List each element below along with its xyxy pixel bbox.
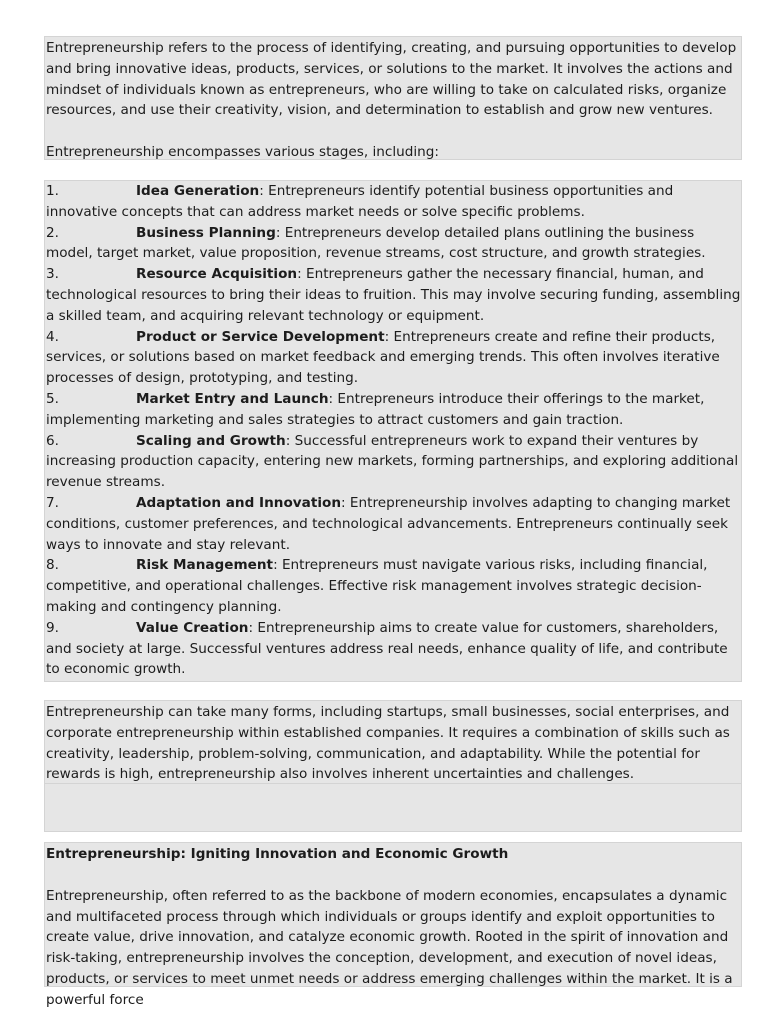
summary-paragraph: Entrepreneurship can take many forms, including startups, small businesses, social enterprises, and corporate entrepreneurship within established companies. It requires a combination of skills such as creativity, leadership, problem-solving, communication, and adaptability. While the potential for rewards is high, entrepreneurship also involves inherent uncertainties and challenges. [46,704,730,783]
stage-description: : Entrepreneurs gather the necessary financial, human, and technological resources to bring their ideas to fruition. This may involve securing funding, assembling a skilled team, and acquiring relevant technology or equipment. [46,266,741,324]
stage-item [46,389,741,431]
stage-number: 1. [46,183,59,199]
stage-number: 4. [46,328,59,345]
stages-list [44,180,742,682]
stage-number: 6. [46,432,59,449]
stage-description: : Entrepreneurs create and refine their products, services, or solutions based on market feedback and emerging trends. This often involves iterative processes of design, prototyping, and testing. [46,328,720,387]
stage-description: : Entrepreneurs must navigate various risks, including financial, competitive, and operational challenges. Effective risk management involves strategic decision-making and contingency planning. [46,557,708,615]
stage-number: 2. [46,224,59,241]
stage-term: Business Planning [136,224,276,241]
stage-description: : Entrepreneurs introduce their offerings to the market, implementing marketing and sales strategies to attract customers and gain traction. [46,390,705,428]
stage-number: 5. [46,390,59,407]
summary-block [44,700,742,784]
stage-term: Value Creation [136,619,249,636]
stage-item [46,327,741,389]
stage-description: : Entrepreneurship aims to create value for customers, shareholders, and society at large. Successful ventures address real needs, enhance quality of life, and contribute to economic growth. [46,619,728,678]
stage-term: Product or Service Development [136,328,385,345]
stage-description: : Entrepreneurs identify potential business opportunities and innovative concepts that can address market needs or solve specific problems. [46,183,674,220]
stage-item [46,181,741,223]
stages-intro-paragraph: Entrepreneurship encompasses various stages, including: [46,144,440,161]
stage-number: 9. [46,619,59,636]
empty-block [44,783,742,832]
stage-term: Adaptation and Innovation [136,494,342,511]
stage-term: Scaling and Growth [136,432,286,449]
intro-paragraph: Entrepreneurship refers to the process of identifying, creating, and pursuing opportunities to develop and bring innovative ideas, products, services, or solutions to the market. It involves the actions and mindset of individuals known as entrepreneurs, who are willing to take on calculated risks, organize resources, and use their creativity, vision, and determination to establish and grow new ventures. [46,40,737,119]
stage-description: : Entrepreneurship involves adapting to changing market conditions, customer preferences, and technological advancements. Entrepreneurs continually seek ways to innovate and stay relevant. [46,494,731,553]
essay-paragraph: Entrepreneurship, often referred to as the backbone of modern economies, encapsulates a dynamic and multifaceted process through which individuals or groups identify and exploit opportunities to create value, drive innovation, and catalyze economic growth. Rooted in the spirit of innovation and risk-taking, entrepreneurship involves the conception, development, and execution of novel ideas, products, or services to meet unmet needs or address emerging challenges within the market. It is a powerful force [46,887,733,1008]
stage-item [46,618,741,680]
stage-item [46,264,741,326]
stage-term: Market Entry and Launch [136,390,329,407]
essay-block [44,842,742,1008]
stage-number: 7. [46,494,59,511]
stage-term: Resource Acquisition [136,266,298,283]
stage-description: : Entrepreneurs develop detailed plans outlining the business model, target market, value proposition, revenue streams, cost structure, and growth strategies. [46,224,706,262]
stage-item [46,431,741,493]
essay-heading: Entrepreneurship: Igniting Innovation and Economic Growth [46,846,509,862]
stage-term: Idea Generation [136,183,260,199]
stage-item [46,493,741,555]
stage-number: 3. [46,266,59,283]
stage-description: : Successful entrepreneurs work to expand their ventures by increasing production capacity, entering new markets, forming partnerships, and exploring additional revenue streams. [46,432,739,491]
stage-item [46,555,741,617]
stage-item [46,223,741,265]
intro-block [44,36,742,160]
stage-term: Risk Management [136,557,274,574]
stage-number: 8. [46,557,59,574]
